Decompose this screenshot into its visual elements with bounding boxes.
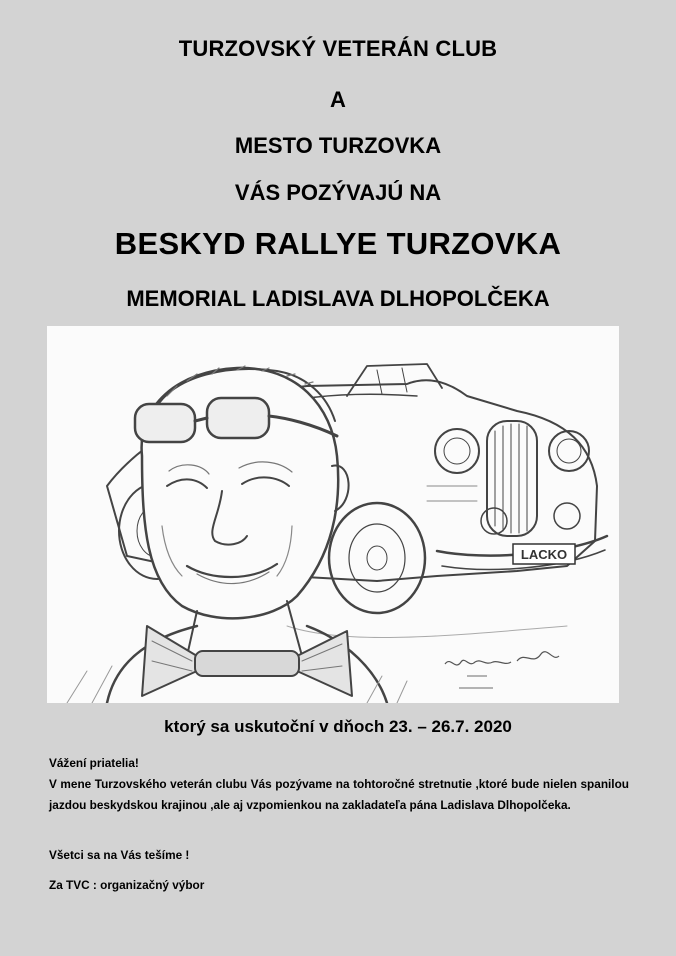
letter-greeting: Vážení priatelia! [49, 756, 139, 770]
pencil-drawing-illustration [47, 326, 619, 703]
memorial-title: MEMORIAL LADISLAVA DLHOPOLČEKA [126, 286, 550, 311]
invitation-line: VÁS POZÝVAJÚ NA [234, 180, 442, 205]
organizer-club: TURZOVSKÝ VETERÁN CLUB [178, 36, 498, 61]
organizer-town: MESTO TURZOVKA [234, 133, 442, 158]
event-dates: ktorý sa uskutoční v dňoch 23. – 26.7. 2020 [164, 717, 512, 736]
letter-signature: Za TVC : organizačný výbor [49, 878, 205, 892]
license-plate: LACKO [520, 547, 568, 562]
letter-body: V mene Turzovského veterán clubu Vás pozývame na tohtoročné stretnutie ,ktoré bude nielen spanilou jazdou beskydskou krajinou ,ale aj vzpomienkou na zakladateľa pána Ladislava Dlhopolčeka. [49, 777, 629, 812]
conjunction: A [330, 87, 346, 112]
letter-closing: Všetci sa na Vás tešíme ! [49, 848, 190, 862]
event-title: BESKYD RALLYE TURZOVKA [114, 226, 562, 261]
man-and-vintage-car-drawing [47, 326, 619, 703]
artist-signature [445, 652, 559, 688]
